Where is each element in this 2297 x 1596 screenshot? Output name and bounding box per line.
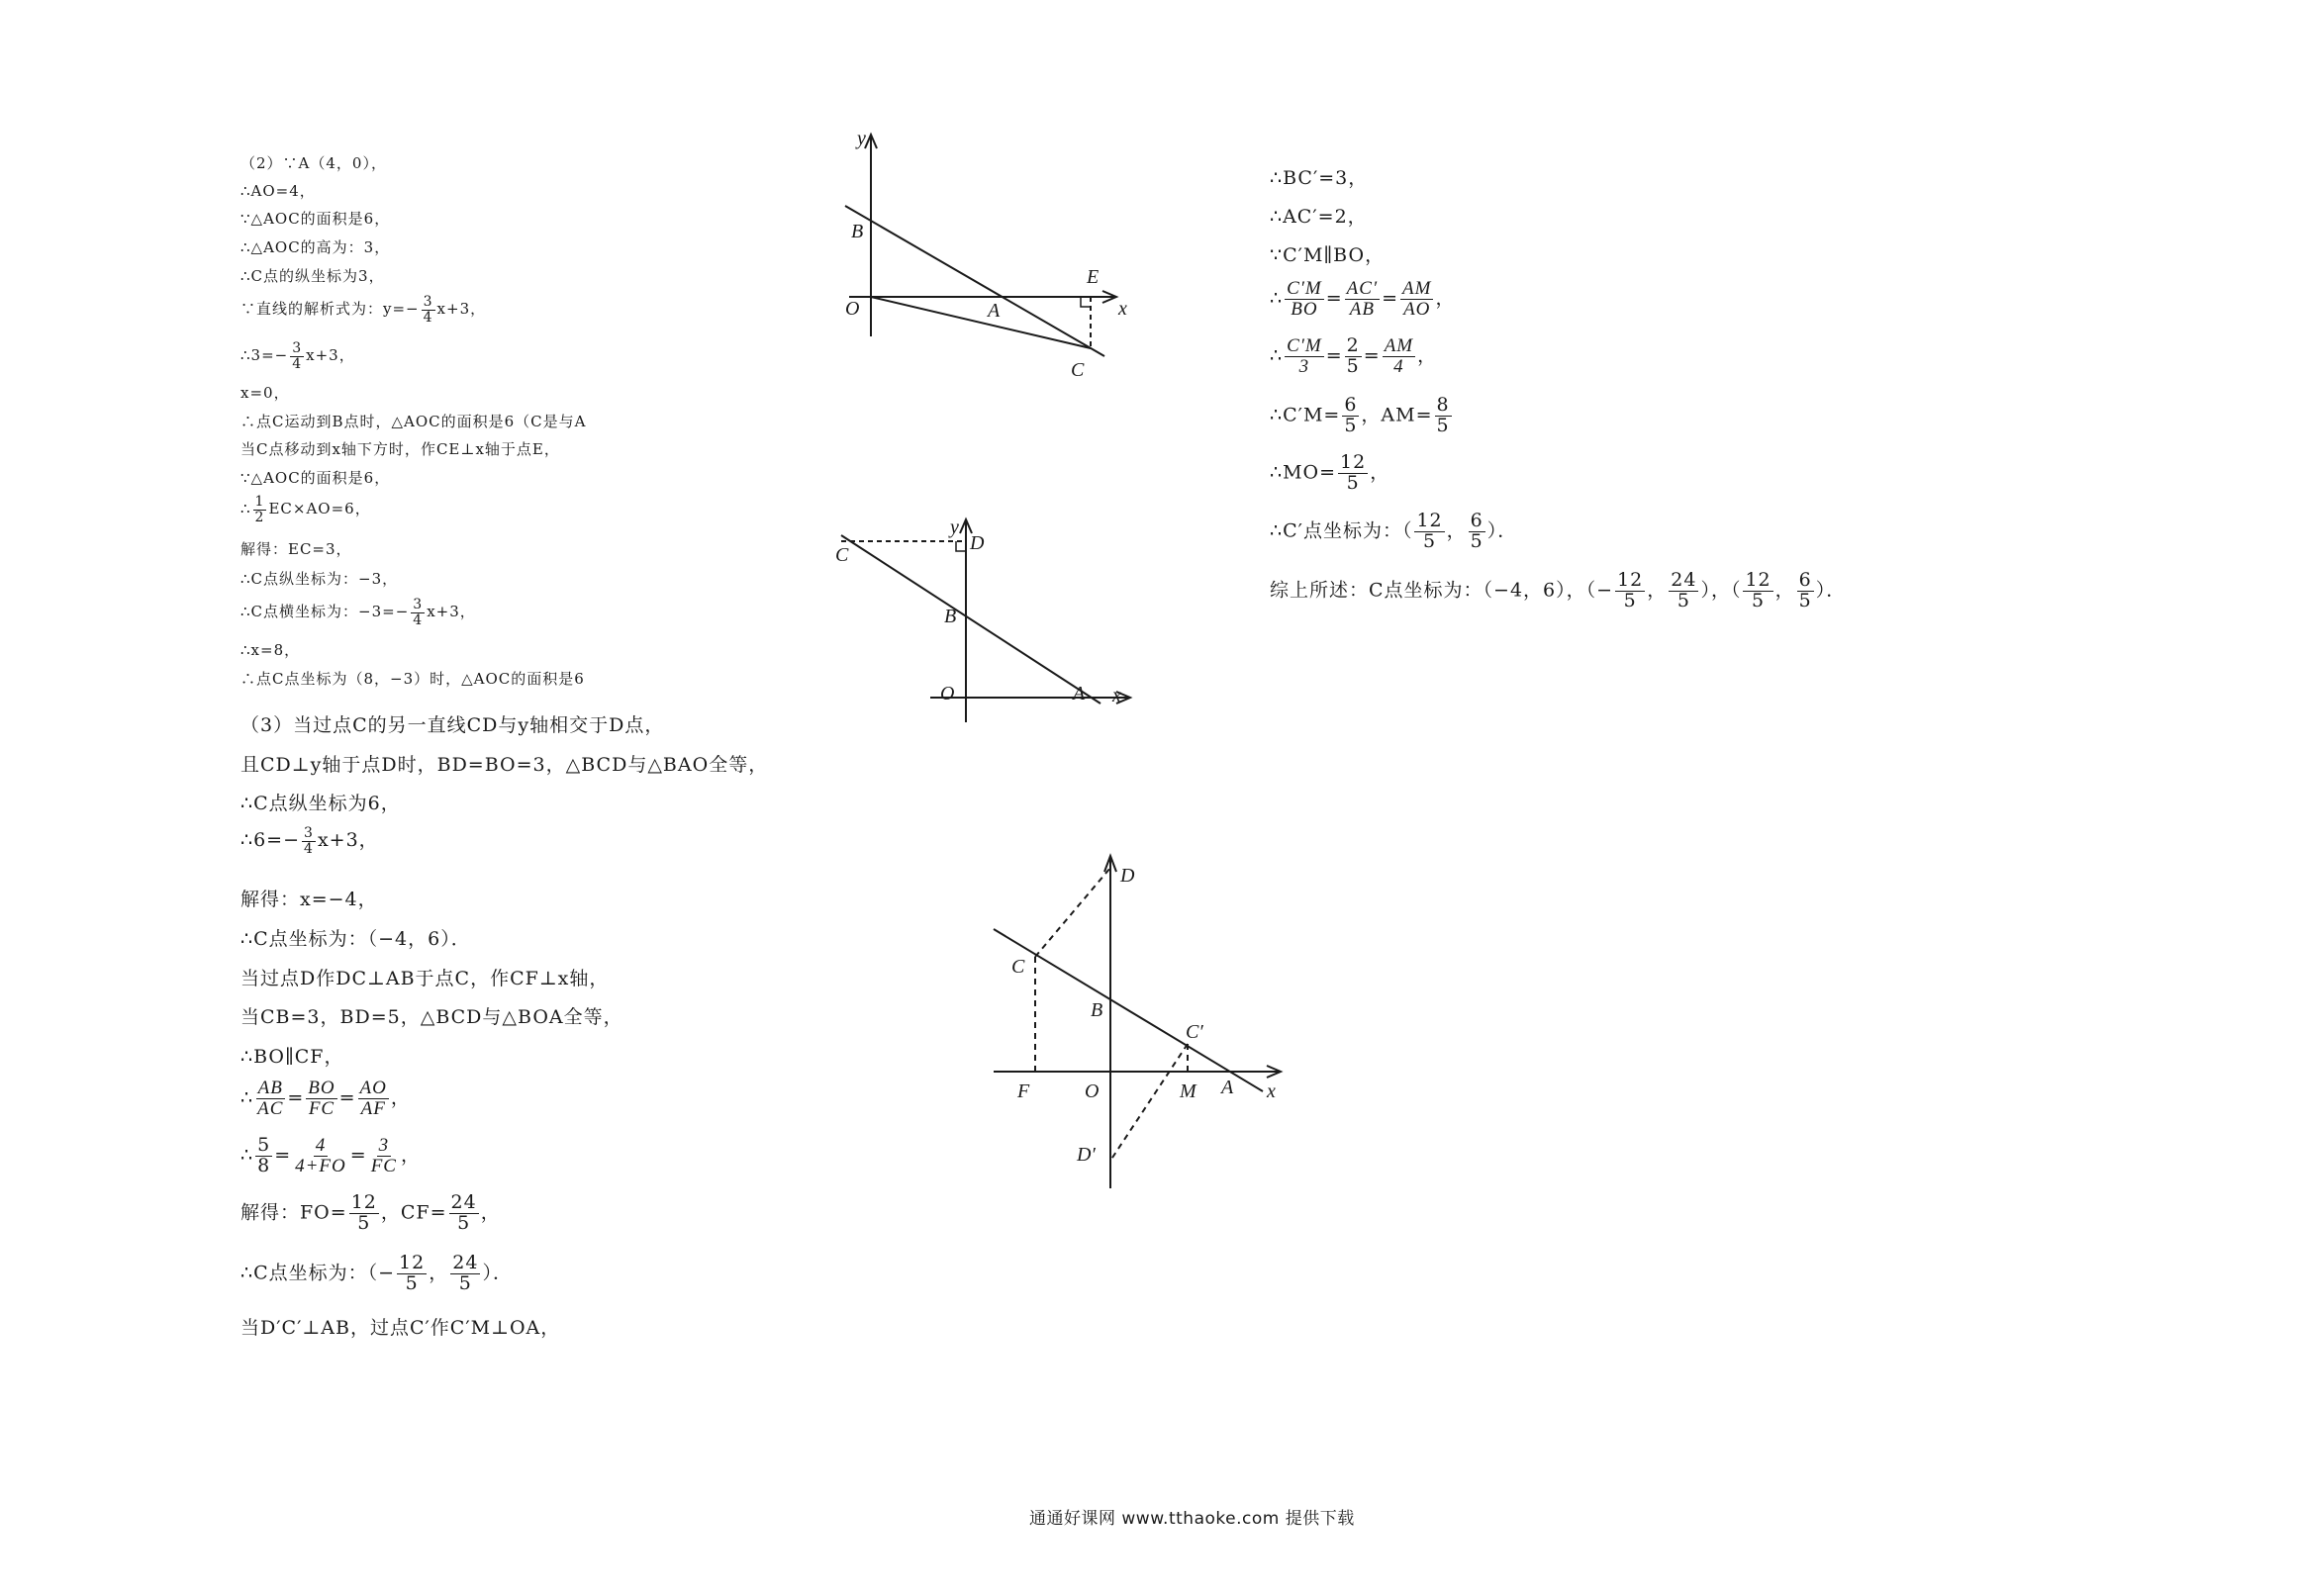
figure-3 [980, 846, 1306, 1197]
text-line: （2）∵A（4，0）， [240, 154, 387, 172]
label-b: B [944, 606, 957, 627]
equation-line: ∵直线的解析式为：y=− $\frac{3}{4}$ x+3， [240, 294, 487, 326]
text-line: ∵C′M∥BO， [1270, 244, 1386, 266]
text-line: 解得：x=−4， [240, 889, 378, 910]
label-y: y [950, 516, 959, 538]
text-line: ∴点C运动到B点时，△AOC的面积是6（C是与A [240, 413, 587, 430]
equation-line: ∴C点横坐标为：−3=− $\frac{3}{4}$ x+3， [240, 597, 476, 628]
equation-line: ∴ $\frac{5}{8}$ = $\frac{4}{4+FO}$ = $\frac{3}{FC}$ ， [240, 1134, 421, 1176]
equation-line: ∴ $\frac{C'M}{BO}$ = $\frac{AC'}{AB}$ = $\frac{AM}{AO}$ ， [1270, 278, 1456, 320]
label-a: A [1221, 1077, 1234, 1098]
equation-line: ∴ $\frac{C'M}{3}$ = $\frac{2}{5}$ = $\frac{AM}{4}$ ， [1270, 334, 1438, 377]
text-line: ∴BO∥CF， [240, 1046, 344, 1068]
label-d: D [1120, 865, 1135, 887]
label-o: O [845, 298, 860, 320]
label-b: B [851, 221, 864, 242]
equation-line: ∴C′点坐标为：（ $\frac{12}{5}$ ， $\frac{6}{5}$ ）． [1270, 510, 1518, 552]
right-angle-mark [956, 541, 966, 551]
text-line: （3）当过点C的另一直线CD与y轴相交于D点， [240, 714, 665, 736]
equation-line: ∴MO= $\frac{12}{5}$ ， [1270, 451, 1390, 494]
text-line: x=0， [240, 384, 290, 402]
text-line: ∴AC′=2， [1270, 206, 1368, 228]
equation-line: ∴C′M= $\frac{6}{5}$ ，AM= $\frac{8}{5}$ [1270, 394, 1450, 436]
equation-line: ∴6=− $\frac{3}{4}$ x+3， [240, 825, 379, 857]
label-o: O [940, 683, 955, 704]
label-y: y [857, 128, 866, 149]
label-a: A [1073, 683, 1086, 704]
text-line: 当C点移动到x轴下方时，作CE⊥x轴于点E， [240, 440, 560, 458]
text-line: ∴x=8， [240, 641, 301, 659]
label-c: C [1011, 956, 1025, 978]
text-line: ∴C点坐标为：（−4，6）． [240, 928, 471, 950]
text-line: 当D′C′⊥AB，过点C′作C′M⊥OA， [240, 1317, 561, 1339]
text-line: 且CD⊥y轴于点D时，BD=BO=3，△BCD与△BAO全等， [240, 754, 769, 776]
label-c-prime: C′ [1186, 1021, 1203, 1043]
text-line: ∵△AOC的面积是6， [240, 469, 391, 487]
figure-2 [821, 510, 1138, 732]
segment-dc [1035, 868, 1110, 957]
footer-credit: 通通好课网 www.tthaoke.com 提供下载 [1029, 1509, 1355, 1529]
line-ab [845, 206, 1104, 356]
segment-cd-prime [1110, 1044, 1188, 1161]
text-line: ∴C点纵坐标为6， [240, 793, 401, 814]
equation-line: ∴ $\frac{1}{2}$ EC×AO=6， [240, 494, 371, 525]
segment-oc [871, 297, 1091, 348]
label-c: C [1071, 359, 1085, 381]
text-line: 当CB=3，BD=5，△BCD与△BOA全等， [240, 1006, 623, 1028]
equation-line: ∴3=− $\frac{3}{4}$ x+3， [240, 340, 355, 372]
text-line: ∴C点的纵坐标为3， [240, 267, 385, 285]
label-d-prime: D′ [1077, 1144, 1096, 1166]
line-ab [994, 929, 1263, 1091]
figure-1 [821, 119, 1138, 396]
label-o: O [1085, 1080, 1100, 1102]
label-f: F [1017, 1080, 1030, 1102]
label-e: E [1087, 266, 1100, 288]
text-line: 当过点D作DC⊥AB于点C，作CF⊥x轴， [240, 968, 610, 989]
text-line: ∴AO=4， [240, 182, 316, 200]
text-line: ∴BC′=3， [1270, 167, 1369, 189]
text-line: ∴△AOC的高为：3， [240, 238, 391, 256]
label-b: B [1091, 999, 1103, 1021]
equation-line: ∴C点坐标为：（− $\frac{12}{5}$ ， $\frac{24}{5}$ ）． [240, 1252, 513, 1294]
text-line: 解得：EC=3， [240, 540, 352, 558]
text-line: ∴点C点坐标为（8，−3）时，△AOC的面积是6 [240, 670, 585, 688]
equation-line: 综上所述：C点坐标为：（−4，6），（− $\frac{12}{5}$ ， $\frac{24}{5}$ ），（ $\frac{12}{5}$ ， $\frac{6}{5}$ ）． [1270, 569, 1847, 611]
label-x: x [1267, 1080, 1276, 1102]
label-x: x [1112, 685, 1121, 706]
label-x: x [1118, 298, 1127, 320]
text-line: ∴C点纵坐标为：−3， [240, 570, 399, 588]
equation-line: ∴ $\frac{AB}{AC}$ = $\frac{BO}{FC}$ = $\frac{AO}{AF}$ ， [240, 1078, 411, 1119]
label-a: A [988, 300, 1001, 322]
label-m: M [1180, 1080, 1196, 1102]
equation-line: 解得：FO= $\frac{12}{5}$ ，CF= $\frac{24}{5}$ ， [240, 1191, 501, 1234]
label-d: D [970, 532, 985, 554]
label-c: C [835, 544, 849, 566]
line-cb [841, 535, 1101, 704]
right-angle-mark [1081, 297, 1091, 307]
text-line: ∵△AOC的面积是6， [240, 210, 391, 228]
